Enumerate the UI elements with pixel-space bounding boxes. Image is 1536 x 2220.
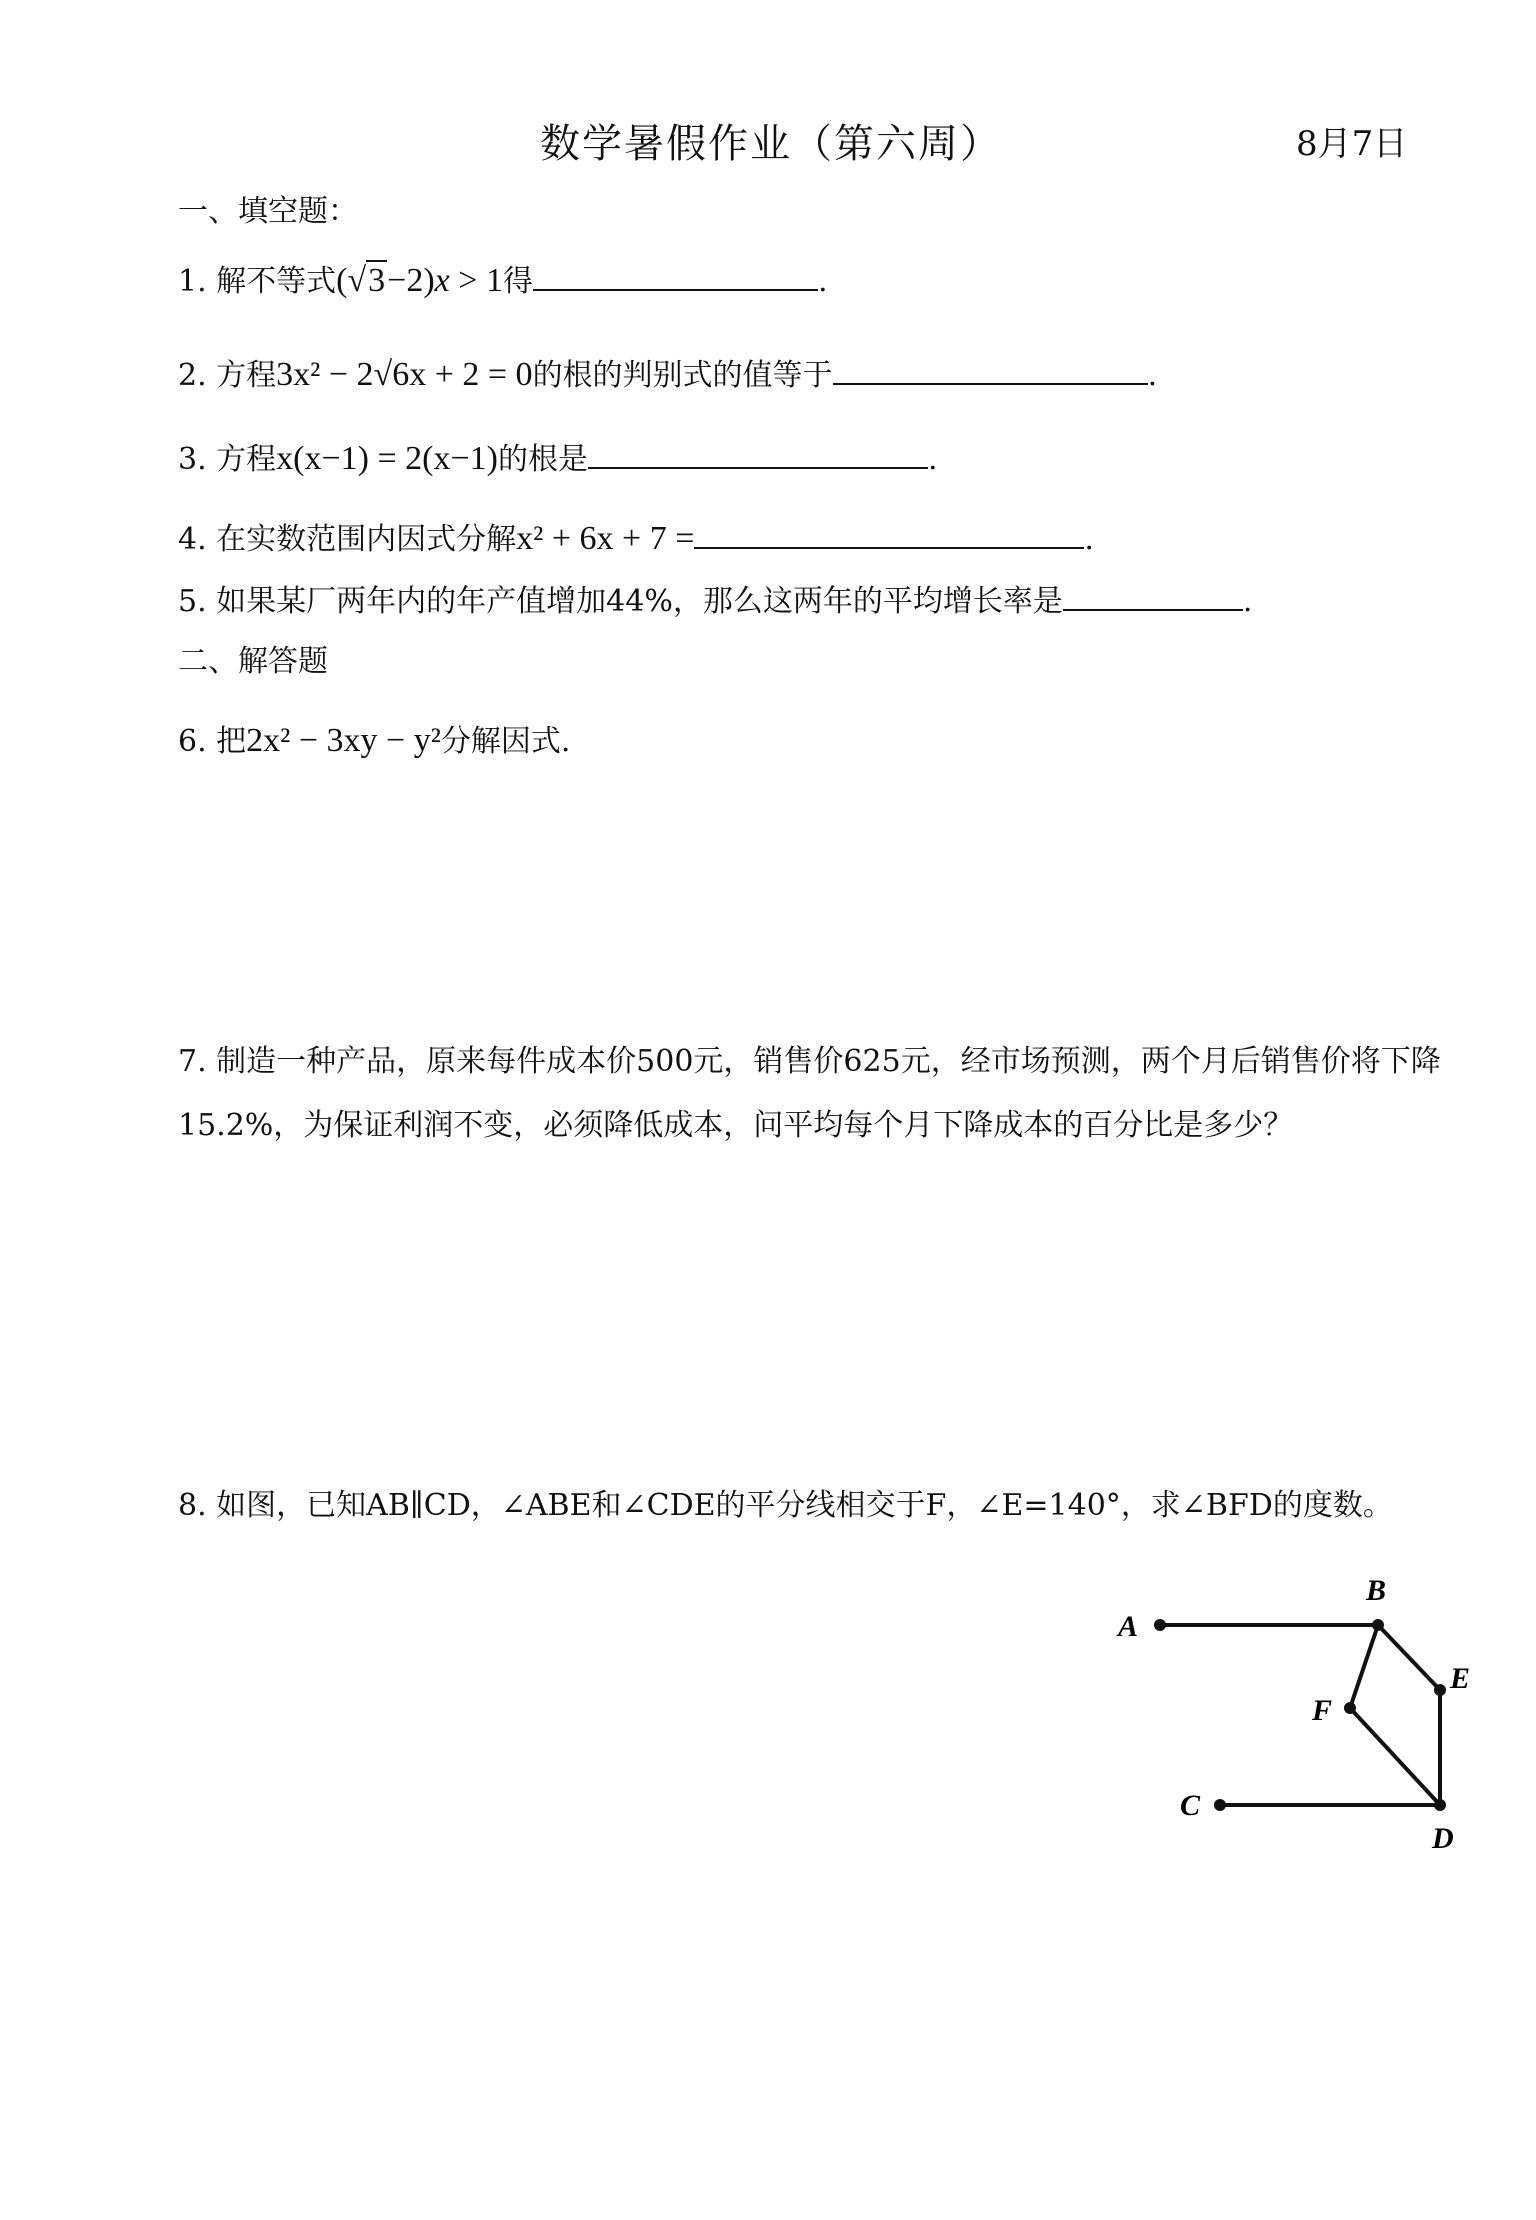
question-2: 2. 方程3x² − 2√6x + 2 = 0的根的判别式的值等于 . — [178, 350, 1157, 394]
date-label: 8月7日 — [1296, 124, 1408, 164]
question-text: 在实数范围内因式分解 — [216, 522, 517, 557]
label-d: D — [1432, 1822, 1454, 1855]
answer-blank[interactable] — [833, 353, 1148, 385]
question-text: 分解因式. — [440, 724, 571, 759]
question-3: 3. 方程x(x−1) = 2(x−1)的根是 . — [178, 434, 938, 478]
question-number: 3. — [178, 442, 207, 477]
question-5: 5. 如果某厂两年内的年产值增加44%，那么这两年的平均增长率是 . — [178, 576, 1252, 620]
math-expression: 2x² − 3xy − y² — [246, 722, 441, 759]
question-7 — [178, 1030, 1468, 1158]
answer-blank[interactable] — [588, 437, 928, 469]
question-text: 得 — [502, 264, 533, 299]
question-number: 8. — [178, 1488, 207, 1523]
segment-fd — [1350, 1708, 1440, 1805]
segment-bf — [1350, 1625, 1378, 1708]
math-expression: x(x−1) = 2(x−1) — [276, 440, 498, 477]
math-expression: x² + 6x + 7 = — [516, 520, 695, 557]
question-number: 4. — [178, 522, 207, 557]
question-text: 的根的判别式的值等于 — [532, 358, 833, 393]
point-e — [1434, 1684, 1446, 1696]
geometry-figure — [1100, 1570, 1480, 1870]
point-c — [1214, 1799, 1226, 1811]
question-text: 把 — [216, 724, 247, 759]
question-number: 1. — [178, 264, 207, 299]
question-8 — [178, 1480, 1393, 1524]
question-text: 制造一种产品，原来每件成本价500元，销售价625元，经市场预测，两个月后销售价将下降15.2%，为保证利润不变，必须降低成本，问平均每个月下降成本的百分比是多少？ — [178, 1044, 1441, 1143]
point-b — [1372, 1619, 1384, 1631]
segment-be — [1378, 1625, 1440, 1690]
section-fill-heading: 一、填空题： — [178, 194, 358, 229]
question-number: 7. — [178, 1044, 207, 1079]
question-1: 1. 解不等式(√3−2)x > 1得 . — [178, 256, 828, 300]
label-f: F — [1312, 1694, 1333, 1727]
answer-blank[interactable] — [694, 517, 1084, 549]
math-expression: 3x² − 2√6x + 2 = 0 — [276, 356, 533, 393]
label-a: A — [1118, 1610, 1139, 1643]
question-text: 如图，已知AB∥CD，∠ABE和∠CDE的平分线相交于F，∠E=140°，求∠BFD的度数。 — [216, 1488, 1393, 1523]
page-title: 数学暑假作业（第六周） — [540, 121, 1002, 167]
question-text: 方程 — [216, 358, 277, 393]
label-e: E — [1450, 1662, 1471, 1695]
question-number: 6. — [178, 724, 207, 759]
answer-blank[interactable] — [1063, 579, 1243, 611]
answer-blank[interactable] — [533, 259, 818, 291]
question-6 — [178, 716, 570, 760]
label-c: C — [1180, 1789, 1201, 1822]
question-number: 2. — [178, 358, 207, 393]
point-a — [1154, 1619, 1166, 1631]
question-text: 解不等式 — [216, 264, 337, 299]
point-f — [1344, 1702, 1356, 1714]
question-text: 的根是 — [498, 442, 588, 477]
question-text: 方程 — [216, 442, 277, 477]
question-text: 如果某厂两年内的年产值增加44%，那么这两年的平均增长率是 — [216, 584, 1063, 619]
section-solve-heading: 二、解答题 — [178, 644, 328, 679]
math-expression: (√3−2)x > 1 — [336, 262, 503, 299]
label-b: B — [1366, 1574, 1387, 1607]
question-4: 4. 在实数范围内因式分解x² + 6x + 7 = . — [178, 514, 1094, 558]
point-d — [1434, 1799, 1446, 1811]
question-number: 5. — [178, 584, 207, 619]
